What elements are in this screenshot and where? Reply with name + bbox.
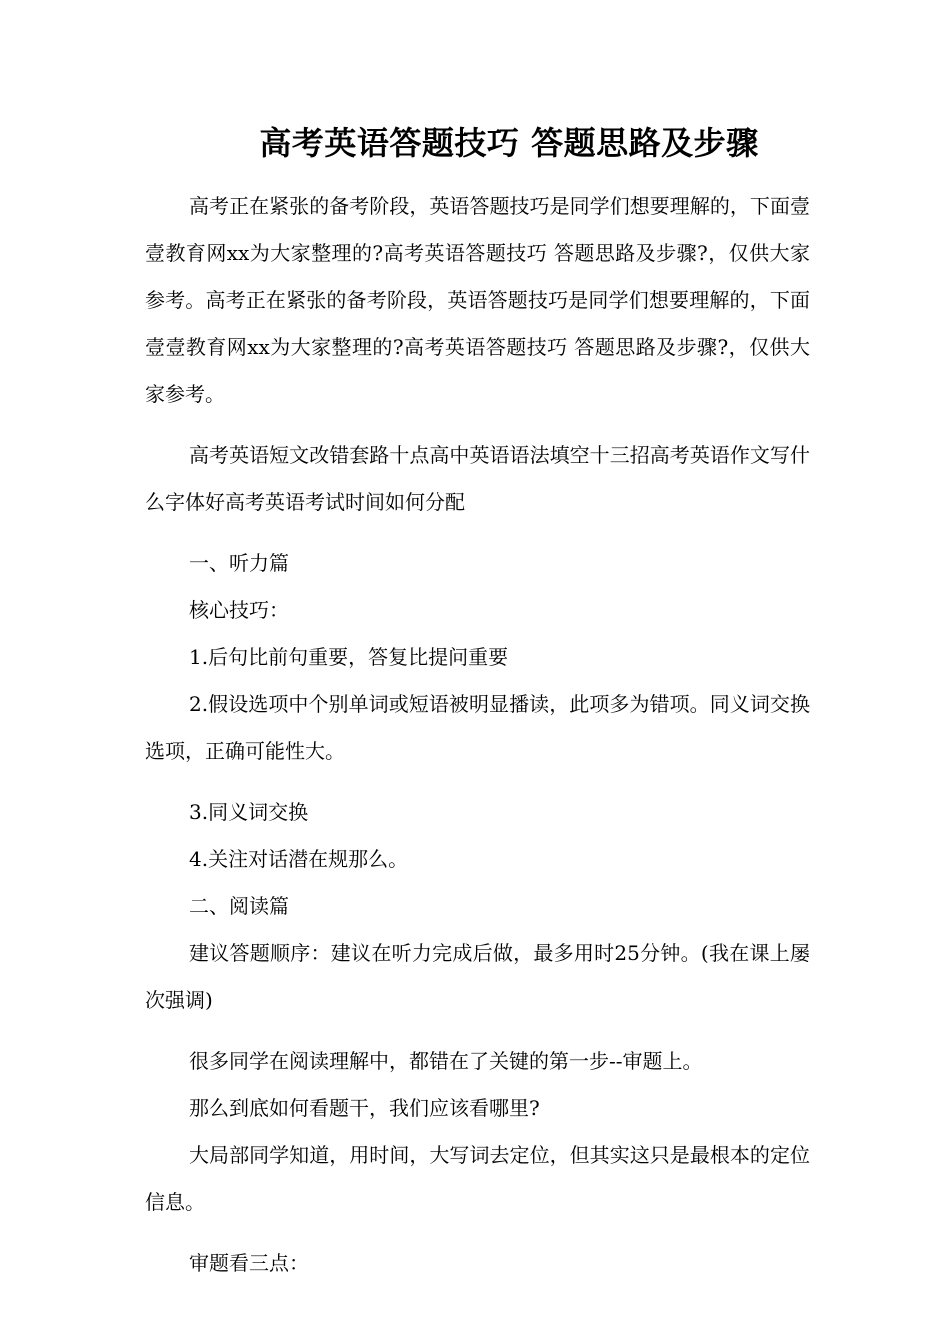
paragraph-order: 建议答题顺序：建议在听力完成后做，最多用时25分钟。(我在课上屡次强调) [145,941,810,1012]
paragraph-locate: 大局部同学知道，用时间，大写词去定位，但其实这只是最根本的定位信息。 [145,1143,810,1214]
section-heading-listening: 一、听力篇 [189,551,289,575]
paragraph-mistake: 很多同学在阅读理解中，都错在了关键的第一步--审题上。 [189,1049,703,1073]
section-heading-reading: 二、阅读篇 [189,894,289,918]
list-item-1: 1.后句比前句重要，答复比提问重要 [189,645,509,669]
list-item-4: 4.关注对话潜在规那么。 [189,847,409,871]
paragraph-question: 那么到底如何看题干，我们应该看哪里? [189,1096,540,1120]
paragraph-three-points: 审题看三点： [189,1251,309,1275]
paragraph-related-links: 高考英语短文改错套路十点高中英语语法填空十三招高考英语作文写什么字体好高考英语考试时间如何分配 [145,443,810,514]
list-item-3: 3.同义词交换 [189,800,309,824]
list-item-2: 2.假设选项中个别单词或短语被明显播读，此项多为错项。同义词交换选项，正确可能性大。 [145,692,810,763]
document-body [145,183,810,1287]
paragraph-core-skills: 核心技巧： [189,598,289,622]
document-title: 高考英语答题技巧 答题思路及步骤 [259,124,759,162]
paragraph-intro: 高考正在紧张的备考阶段，英语答题技巧是同学们想要理解的，下面壹壹教育网xx为大家整理的?高考英语答题技巧 答题思路及步骤?，仅供大家参考。高考正在紧张的备考阶段，英语答题技巧是同学们想要理解的，下面壹壹教育网xx为大家整理的?高考英语答题技巧 答题思路及步骤?，仅供大家参考。 [145,194,810,406]
